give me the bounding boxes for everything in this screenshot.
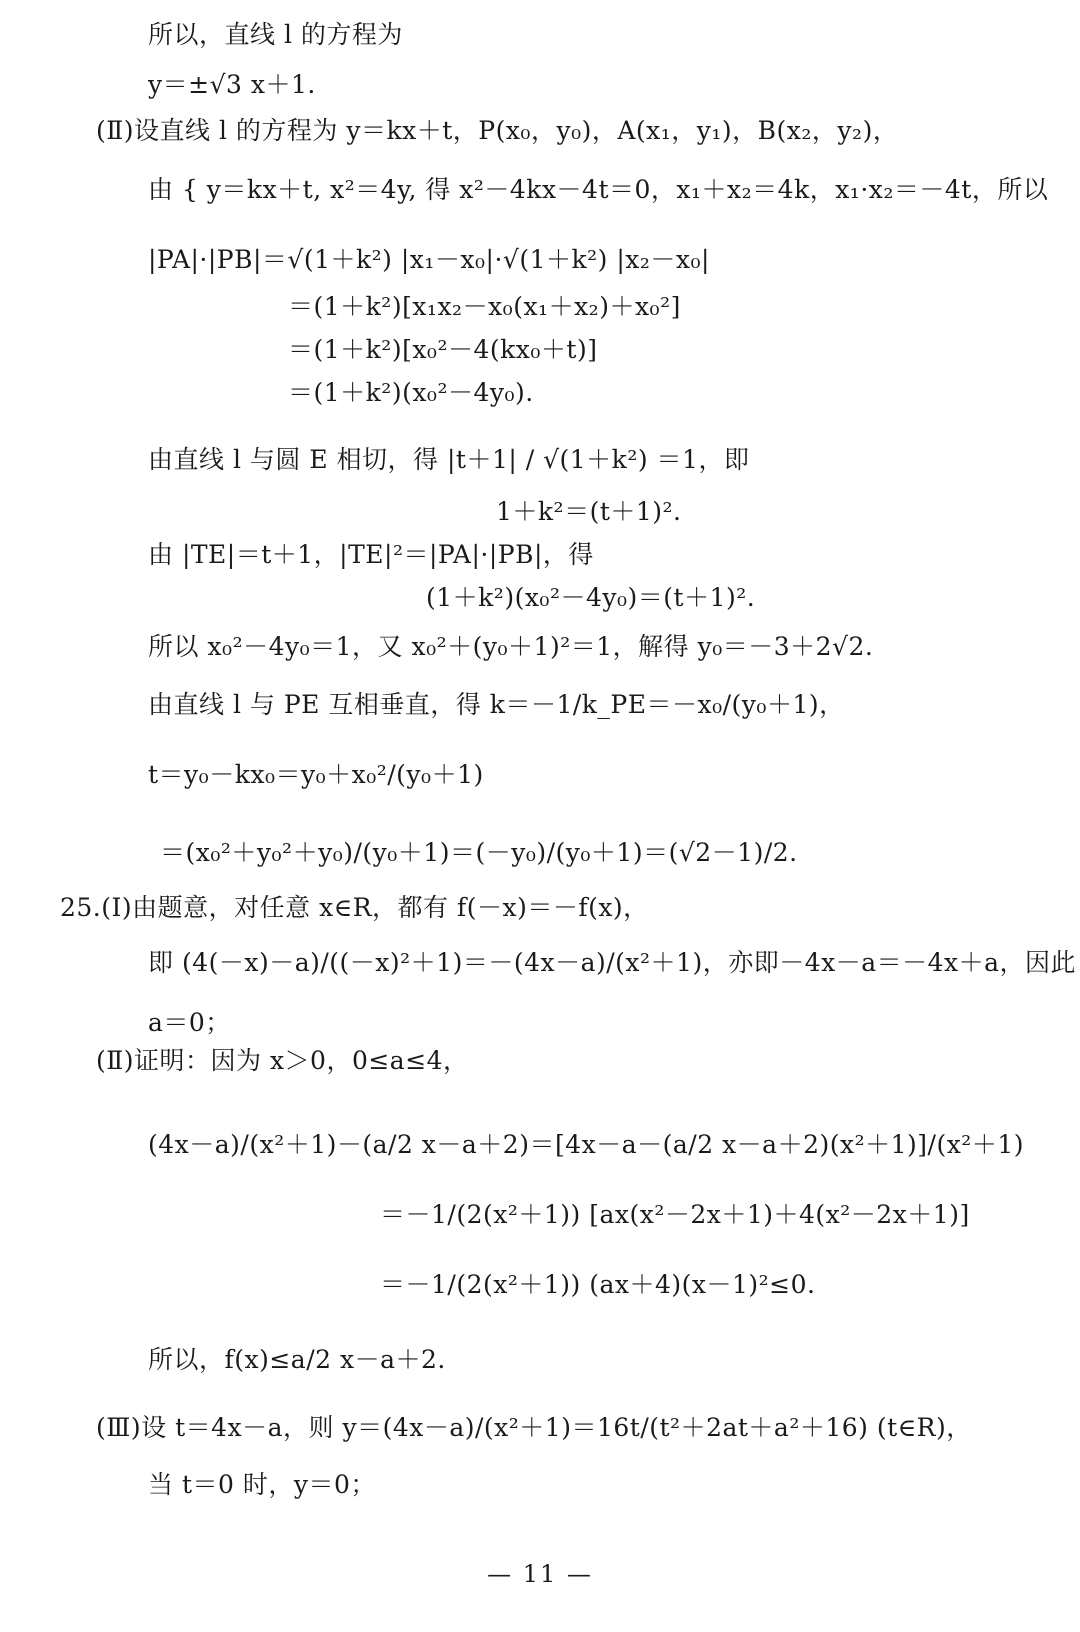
text-line: ＝(1＋k²)(x₀²－4y₀). <box>288 378 534 407</box>
text-line: 由 { y＝kx＋t, x²＝4y, 得 x²－4kx－4t＝0，x₁＋x₂＝4k，x₁·x₂＝－4t，所以 <box>148 175 1049 204</box>
text-line: 当 t＝0 时，y＝0； <box>148 1470 376 1499</box>
text-line: ＝(x₀²＋y₀²＋y₀)/(y₀＋1)＝(－y₀)/(y₀＋1)＝(√2－1)/2. <box>160 838 798 867</box>
text-line: 所以，直线 l 的方程为 <box>148 20 403 49</box>
text-line: 即 (4(－x)－a)/((－x)²＋1)＝－(4x－a)/(x²＋1)，亦即－4x－a＝－4x＋a，因此 <box>148 948 1077 977</box>
text-line: (Ⅲ)设 t＝4x－a，则 y＝(4x－a)/(x²＋1)＝16t/(t²＋2at＋a²＋16) (t∈R)， <box>96 1413 972 1442</box>
text-line: y＝±√3 x＋1. <box>148 70 316 99</box>
text-line: (Ⅱ)设直线 l 的方程为 y＝kx＋t，P(x₀，y₀)，A(x₁，y₁)，B(x₂，y₂)， <box>96 116 899 145</box>
text-line: |PA|·|PB|＝√(1＋k²) |x₁－x₀|·√(1＋k²) |x₂－x₀| <box>148 245 710 274</box>
text-line: 25.(Ⅰ)由题意，对任意 x∈R，都有 f(－x)＝－f(x)， <box>60 893 649 922</box>
text-line: ＝(1＋k²)[x₁x₂－x₀(x₁＋x₂)＋x₀²] <box>288 292 681 321</box>
text-line: 由 |TE|＝t＋1，|TE|²＝|PA|·|PB|，得 <box>148 540 594 569</box>
text-line: 1＋k²＝(t＋1)². <box>496 497 682 526</box>
text-line: ＝(1＋k²)[x₀²－4(kx₀＋t)] <box>288 335 598 364</box>
text-line: ＝－1/(2(x²＋1)) [ax(x²－2x＋1)＋4(x²－2x＋1)] <box>380 1200 970 1229</box>
text-line: 由直线 l 与圆 E 相切，得 |t＋1| / √(1＋k²) ＝1，即 <box>148 445 750 474</box>
text-line: (Ⅱ)证明：因为 x＞0，0≤a≤4， <box>96 1046 469 1075</box>
text-line: 所以，f(x)≤a/2 x－a＋2. <box>148 1345 446 1374</box>
text-line: ＝－1/(2(x²＋1)) (ax＋4)(x－1)²≤0. <box>380 1270 816 1299</box>
text-line: a＝0； <box>148 1008 231 1037</box>
text-line: (1＋k²)(x₀²－4y₀)＝(t＋1)². <box>426 583 756 612</box>
text-line: 所以 x₀²－4y₀＝1，又 x₀²＋(y₀＋1)²＝1，解得 y₀＝－3＋2√2. <box>148 632 874 661</box>
text-line: 由直线 l 与 PE 互相垂直，得 k＝－1/k_PE＝－x₀/(y₀＋1)， <box>148 690 845 719</box>
text-line: (4x－a)/(x²＋1)－(a/2 x－a＋2)＝[4x－a－(a/2 x－a＋2)(x²＋1)]/(x²＋1) <box>148 1130 1024 1159</box>
text-line: t＝y₀－kx₀＝y₀＋x₀²/(y₀＋1) <box>148 760 484 789</box>
page-number: — 11 — <box>487 1560 593 1588</box>
